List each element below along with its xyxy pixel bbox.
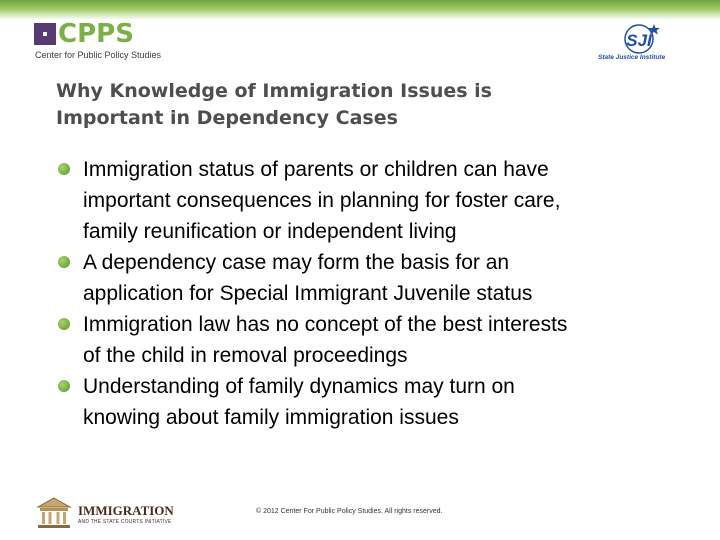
immigration-initiative-logo	[36, 496, 178, 532]
bullet-item	[58, 154, 698, 247]
sji-emblem-icon	[612, 22, 666, 54]
slide-title-line-2: Important in Dependency Cases	[56, 107, 398, 129]
copyright-notice: © 2012 Center For Public Policy Studies. All rights reserved.	[256, 508, 443, 515]
green-bullet-icon	[58, 318, 70, 330]
bullet-text-line: family reunification or independent living	[83, 220, 457, 243]
bullet-item	[58, 309, 698, 371]
bullet-text-line: knowing about family immigration issues	[83, 406, 459, 429]
bullet-text-line: Immigration status of parents or children can have	[83, 158, 549, 181]
slide-title-line-1: Why Knowledge of Immigration Issues is	[56, 80, 492, 102]
cpps-wordmark: CPPS	[58, 19, 134, 49]
green-bullet-icon	[58, 380, 70, 392]
sji-subtitle: State Justice Institute	[598, 54, 666, 61]
courthouse-icon	[36, 496, 72, 530]
bullet-item	[58, 247, 698, 309]
slide-title	[56, 78, 656, 132]
green-bullet-icon	[58, 256, 70, 268]
cpps-logo-square-icon	[34, 23, 56, 45]
bullet-text-line: Immigration law has no concept of the best interests	[83, 313, 568, 336]
bullet-text-line: application for Special Immigrant Juvenile status	[83, 282, 533, 305]
bullet-item	[58, 371, 698, 433]
bullet-text-line: A dependency case may form the basis for an	[83, 251, 510, 274]
bullet-list	[58, 154, 698, 433]
sji-logo	[592, 18, 688, 64]
sji-wordmark: SJI	[626, 31, 652, 50]
bullet-text-line: important consequences in planning for foster care,	[83, 189, 561, 212]
cpps-logo	[34, 19, 164, 61]
green-bullet-icon	[58, 163, 70, 175]
immigration-wordmark: IMMIGRATION	[78, 503, 174, 518]
top-accent-bar	[0, 0, 720, 20]
immigration-subtitle: AND THE STATE COURTS INITIATIVE	[78, 519, 172, 525]
cpps-subtitle: Center for Public Policy Studies	[35, 50, 162, 60]
bullet-text-line: Understanding of family dynamics may turn on	[83, 375, 515, 398]
bullet-text-line: of the child in removal proceedings	[83, 344, 408, 367]
